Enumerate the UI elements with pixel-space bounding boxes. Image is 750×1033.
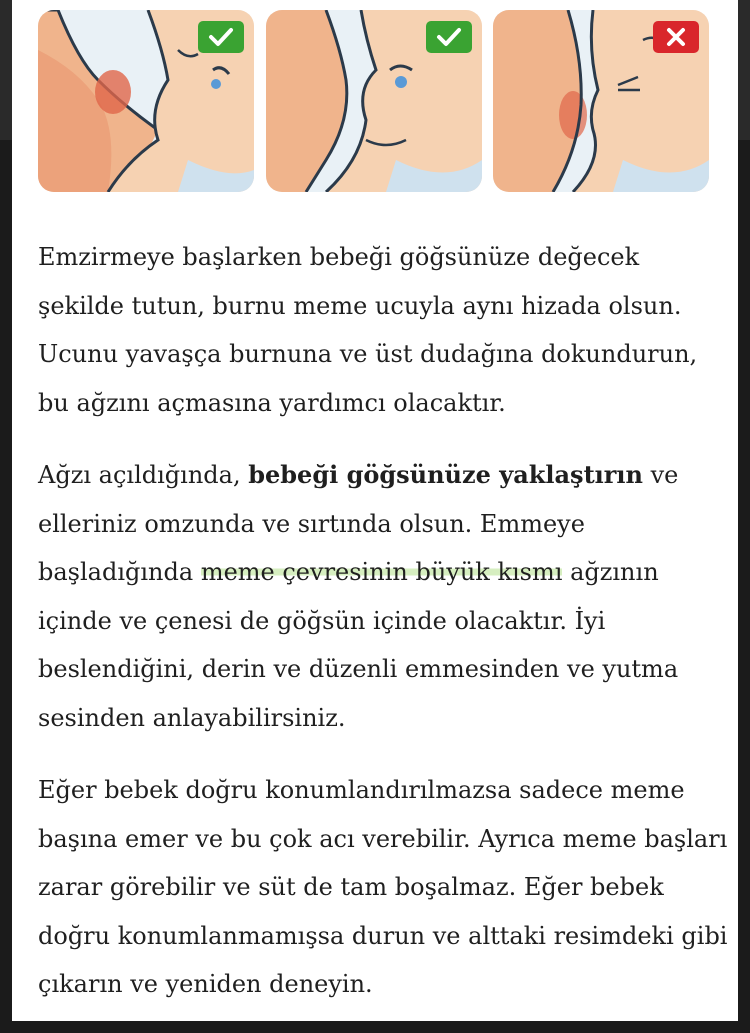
latch-illustrations bbox=[38, 10, 720, 194]
paragraph-1: Emzirmeye başlarken bebeği göğsünüze değecek şekilde tutun, burnu meme ucuyla aynı hizada olsun. Ucunu yavaşça burnuna ve üst dudağına dokundurun, bu ağzını açmasına yardımcı olacaktır. bbox=[38, 243, 698, 417]
paragraph-2-intro: Ağzı açıldığında, bbox=[38, 461, 249, 489]
paragraph-2 bbox=[38, 451, 728, 742]
highlighted-phrase: meme çevresinin büyük kısmı bbox=[200, 558, 563, 586]
checkmark-badge bbox=[198, 21, 244, 53]
article-body bbox=[38, 233, 728, 1033]
article-card bbox=[12, 0, 738, 1021]
paragraph-2-middle: ve elleriniz omzunda ve sırtında olsun. Emmeye başladığında bbox=[38, 461, 679, 586]
cross-badge bbox=[653, 21, 699, 53]
cross-icon bbox=[665, 26, 687, 48]
paragraph-2-end: ağzının içinde ve çenesi de göğsün içinde olacaktır. İyi beslendiğini, derin ve düzenli emmesinden ve yutma sesinden anlayabilirsiniz. bbox=[38, 558, 679, 732]
checkmark-icon bbox=[436, 26, 462, 48]
latch-image-correct-1 bbox=[38, 10, 254, 192]
latch-image-correct-2 bbox=[266, 10, 482, 192]
bold-phrase: bebeği göğsünüze yaklaştırın bbox=[248, 460, 643, 489]
latch-image-incorrect bbox=[493, 10, 709, 192]
paragraph-3: Eğer bebek doğru konumlandırılmazsa sadece meme başına emer ve bu çok acı verebilir. Ayrıca meme başları zarar görebilir ve süt de tam boşalmaz. Eğer bebek doğru konumlanmamışsa durun ve alttaki resimdeki gibi çıkarın ve yeniden deneyin. bbox=[38, 776, 728, 998]
checkmark-badge bbox=[426, 21, 472, 53]
checkmark-icon bbox=[208, 26, 234, 48]
